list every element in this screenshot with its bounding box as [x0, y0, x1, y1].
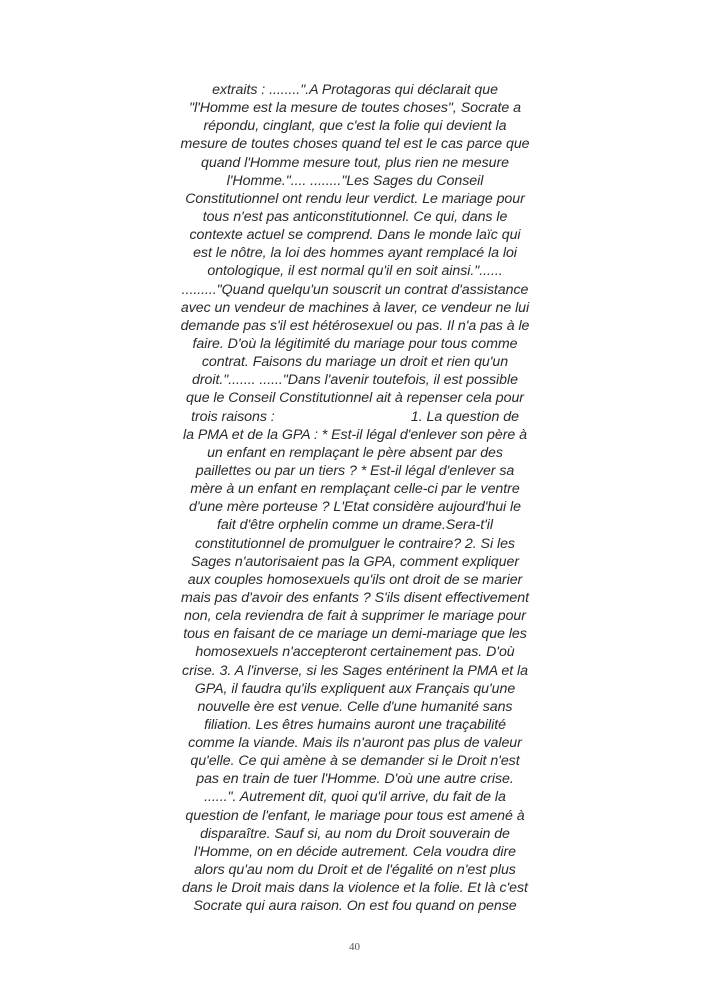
text-line: crise. 3. A l'inverse, si les Sages entérinent la PMA et la: [182, 662, 528, 679]
text-line: contrat. Faisons du mariage un droit et rien qu'un: [201, 354, 509, 371]
text-line: ......". Autrement dit, quoi qu'il arrive, du fait de la: [204, 789, 506, 806]
text-line: faire. D'où la légitimité du mariage pour tous comme: [192, 335, 518, 352]
text-line: tous n'est pas anticonstitutionnel. Ce qui, dans le: [202, 208, 508, 225]
text-line: GPA, il faudra qu'ils expliquent aux Français qu'une: [194, 680, 516, 697]
text-line: l'Homme, on en décide autrement. Cela voudra dire: [193, 843, 516, 860]
text-line: disparaître. Sauf si, au nom du Droit souverain de: [200, 825, 510, 842]
text-line: la PMA et de la GPA : * Est-il légal d'enlever son père à: [183, 426, 527, 443]
text-line: demande pas s'il est hétérosexuel ou pas. Il n'a pas à le: [180, 317, 530, 334]
text-line: mesure de toutes choses quand tel est le cas parce que: [180, 136, 530, 153]
text-line: aux couples homosexuels qu'ils ont droit de se marier: [187, 571, 523, 588]
text-line: extraits : ........".A Protagoras qui déclarait que: [212, 82, 498, 98]
text-line: mais pas d'avoir des enfants ? S'ils disent effectivement: [181, 589, 529, 606]
text-line: tous en faisant de ce mariage un demi-mariage que les: [183, 626, 527, 643]
text-line: mère à un enfant en remplaçant celle-ci par le ventre: [190, 481, 520, 498]
text-line: paillettes ou par un tiers ? * Est-il légal d'enlever sa: [195, 462, 515, 479]
page-number: 40: [349, 941, 360, 953]
text-line: ........."Quand quelqu'un souscrit un contrat d'assistance: [181, 281, 529, 298]
text-line: que le Conseil Constitutionnel ait à repenser cela pour: [186, 390, 524, 407]
text-line: avec un vendeur de machines à laver, ce vendeur ne lui: [180, 299, 530, 316]
text-line: comme la viande. Mais ils n'auront pas plus de valeur: [188, 735, 522, 752]
body-text: [166, 81, 544, 915]
text-line: un enfant en remplaçant le père absent par des: [207, 444, 503, 461]
text-line: d'une mère porteuse ? L'Etat considère aujourd'hui le: [188, 499, 521, 516]
text-line: trois raisons : 1. La question de: [191, 408, 519, 425]
text-line: droit."....... ......"Dans l'avenir toutefois, il est possible: [192, 372, 518, 389]
text-line: répondu, cinglant, que c'est la folie qui devient la: [203, 118, 507, 135]
text-line: Constitutionnel ont rendu leur verdict. Le mariage pour: [185, 190, 525, 207]
text-line: pas en train de tuer l'Homme. D'où une autre crise.: [196, 771, 514, 788]
text-line: filiation. Les êtres humains auront une traçabilité: [204, 716, 506, 733]
text-line: fait d'être orphelin comme un drame.Sera-t'il: [216, 517, 493, 534]
text-line: dans le Droit mais dans la violence et la folie. Et là c'est: [182, 880, 528, 897]
text-line: nouvelle ère est venue. Celle d'une humanité sans: [197, 698, 513, 715]
text-line: "l'Homme est la mesure de toutes choses", Socrate a: [189, 100, 521, 117]
text-line: alors qu'au nom du Droit et de l'égalité on n'est plus: [194, 862, 516, 879]
text-line: quand l'Homme mesure tout, plus rien ne mesure: [201, 154, 509, 171]
text-line: question de l'enfant, le mariage pour tous est amené à: [185, 807, 525, 824]
text-line: qu'elle. Ce qui amène à se demander si le Droit n'est: [190, 753, 520, 770]
text-line: Sages n'autorisaient pas la GPA, comment expliquer: [190, 553, 519, 570]
text-line: Socrate qui aura raison. On est fou quand on pense: [193, 898, 517, 915]
text-line: homosexuels n'accepteront certainement pas. D'où: [195, 644, 515, 661]
text-line: l'Homme.".... ........"Les Sages du Conseil: [226, 172, 484, 189]
text-line: contexte actuel se comprend. Dans le monde laïc qui: [189, 227, 521, 244]
text-line: non, cela reviendra de fait à supprimer le mariage pour: [184, 608, 526, 625]
text-line: est le nôtre, la loi des hommes ayant remplacé la loi: [193, 245, 517, 262]
text-line: constitutionnel de promulguer le contraire? 2. Si les: [195, 535, 515, 552]
text-line: ontologique, il est normal qu'il en soit ainsi."......: [207, 263, 503, 280]
